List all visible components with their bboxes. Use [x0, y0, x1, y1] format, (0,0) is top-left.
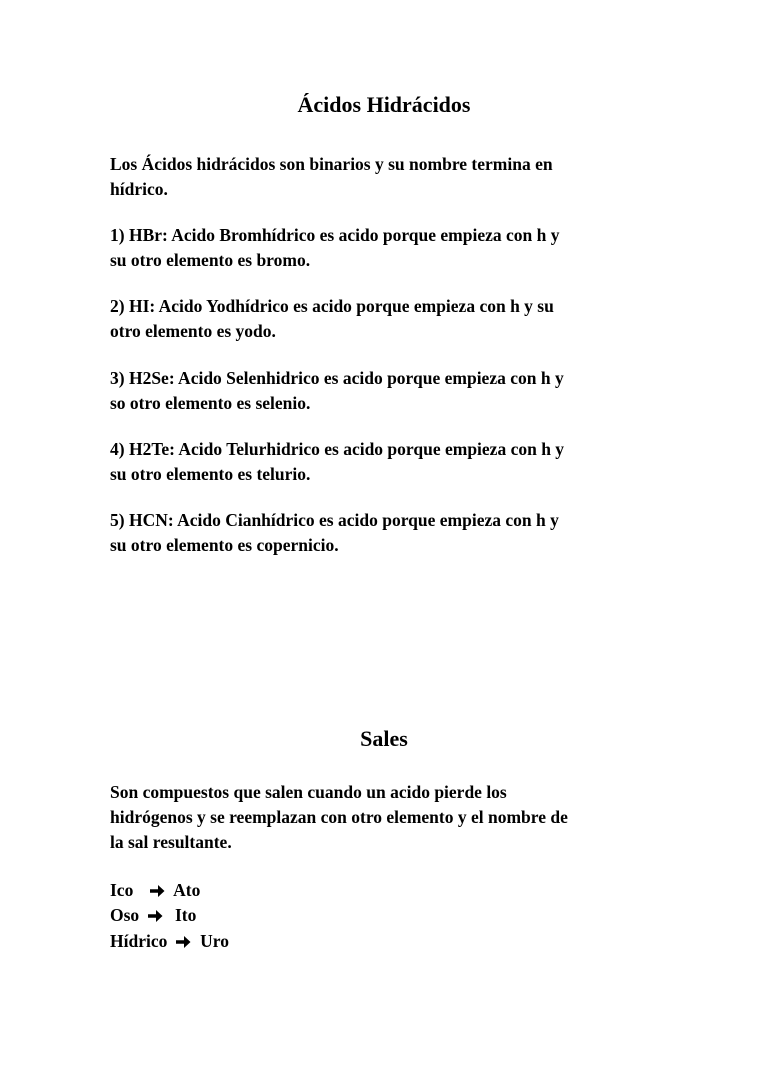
text-line: su otro elemento es bromo. — [110, 250, 311, 270]
suffix-from: Ico — [110, 880, 134, 900]
text-line: otro elemento es yodo. — [110, 321, 276, 341]
suffix-rule-ico-ato — [110, 878, 200, 903]
section1-intro — [110, 152, 670, 202]
text-line: 3) H2Se: Acido Selenhidrico es acido porque empieza con h y — [110, 368, 564, 388]
text-line: Son compuestos que salen cuando un acido pierde los — [110, 782, 507, 802]
acid-item-4 — [110, 437, 670, 487]
suffix-to: Uro — [200, 931, 229, 951]
suffix-rule-hidrico-uro — [110, 929, 229, 954]
suffix-to: Ito — [174, 905, 197, 925]
text-line: su otro elemento es telurio. — [110, 464, 311, 484]
suffix-rule-oso-ito — [110, 903, 196, 928]
text-line: 1) HBr: Acido Bromhídrico es acido porque empieza con h y — [110, 225, 560, 245]
acid-item-5 — [110, 508, 670, 558]
acid-item-3 — [110, 366, 670, 416]
suffix-from: Hídrico — [110, 931, 168, 951]
text-line: la sal resultante. — [110, 832, 232, 852]
right-arrow-icon — [146, 908, 164, 924]
suffix-from: Oso — [110, 905, 140, 925]
acid-item-1 — [110, 223, 670, 273]
text-line: 2) HI: Acido Yodhídrico es acido porque empieza con h y su — [110, 296, 554, 316]
text-line: 4) H2Te: Acido Telurhidrico es acido porque empieza con h y — [110, 439, 565, 459]
acid-item-2 — [110, 294, 670, 344]
section-title-sales: Sales — [360, 726, 408, 751]
right-arrow-icon — [174, 934, 192, 950]
right-arrow-icon — [148, 883, 166, 899]
text-line: hídrico. — [110, 179, 168, 199]
section-title-acidos-hidracidos: Ácidos Hidrácidos — [297, 92, 471, 117]
text-line: Los Ácidos hidrácidos son binarios y su nombre termina en — [110, 154, 553, 174]
text-line: hidrógenos y se reemplazan con otro elemento y el nombre de — [110, 807, 568, 827]
text-line: so otro elemento es selenio. — [110, 393, 311, 413]
section2-intro — [110, 780, 670, 855]
suffix-to: Ato — [173, 880, 201, 900]
text-line: 5) HCN: Acido Cianhídrico es acido porque empieza con h y — [110, 510, 559, 530]
text-line: su otro elemento es copernicio. — [110, 535, 339, 555]
